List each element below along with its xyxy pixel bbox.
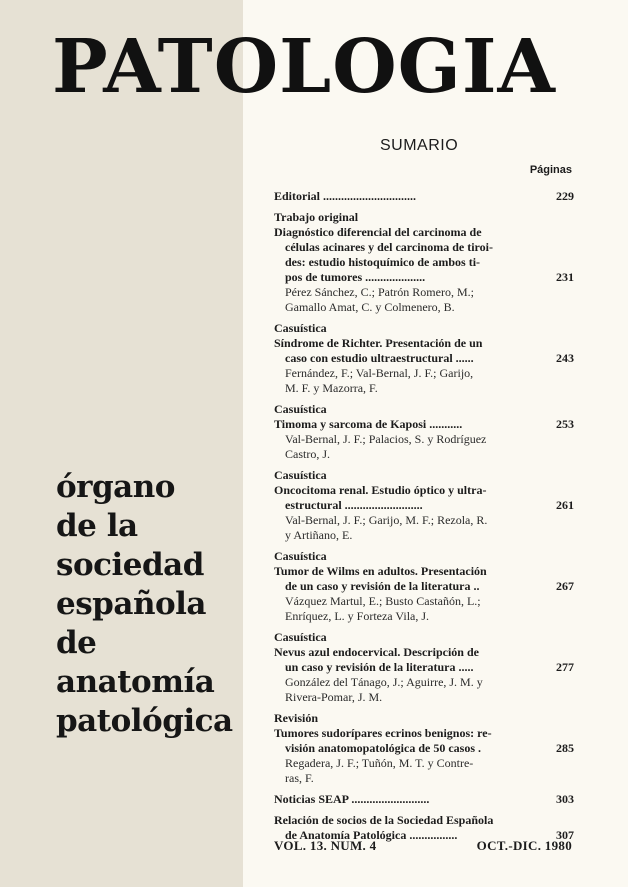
leader-dots: ........... <box>429 417 463 431</box>
entry-title-end: de un caso y revisión de la literatura <box>285 579 471 593</box>
entry-title-end: un caso y revisión de la literatura <box>285 660 456 674</box>
entry-title-end: Timoma y sarcoma de Kaposi <box>274 417 427 431</box>
page-number: 243 <box>556 351 574 365</box>
entry-title-line: des: estudio histoquímico de ambos ti- <box>285 255 481 269</box>
journal-title: PATOLOGIA <box>52 24 556 110</box>
entry-title-line <box>274 270 574 285</box>
organ-line: anatomía <box>56 664 215 700</box>
entry-title-line <box>274 351 574 366</box>
toc-entry <box>274 321 574 396</box>
toc-entry <box>274 468 574 543</box>
entry-authors: Vázquez Martul, E.; Busto Castañón, L.; <box>285 594 481 608</box>
entry-title-end: caso con estudio ultraestructural <box>285 351 453 365</box>
organ-line: de la <box>56 508 138 544</box>
entry-authors: M. F. y Mazorra, F. <box>285 381 378 395</box>
entry-authors: Regadera, J. F.; Tuñón, M. T. y Contre- <box>285 756 474 770</box>
leader-dots: .......................... <box>351 792 430 806</box>
entry-authors: ras, F. <box>285 771 314 785</box>
entry-title-line <box>274 792 574 807</box>
entry-title-line <box>274 498 574 513</box>
entry-authors: Val-Bernal, J. F.; Garijo, M. F.; Rezola, R. <box>285 513 488 527</box>
toc-entry-title <box>274 189 574 204</box>
page-number: 253 <box>556 417 574 431</box>
entry-title-end: pos de tumores <box>285 270 363 284</box>
page-number: 267 <box>556 579 574 593</box>
table-of-contents <box>274 189 574 849</box>
page-number: 307 <box>556 828 574 842</box>
entry-title: Editorial <box>274 189 321 203</box>
entry-title-line <box>274 417 574 432</box>
entry-title-line <box>274 579 574 594</box>
leader-dots: .................... <box>365 270 426 284</box>
entry-title-line: Oncocitoma renal. Estudio óptico y ultra- <box>274 483 487 497</box>
entry-authors: Gamallo Amat, C. y Colmenero, B. <box>285 300 455 314</box>
page-number: 303 <box>556 792 574 806</box>
toc-entry-noticias <box>274 792 574 807</box>
organ-line: sociedad <box>56 547 204 583</box>
leader-dots: .. <box>473 579 480 593</box>
pages-label: Páginas <box>529 164 572 176</box>
entry-category: Revisión <box>274 711 319 725</box>
page-number: 261 <box>556 498 574 512</box>
entry-authors: González del Tánago, J.; Aguirre, J. M. y <box>285 675 483 689</box>
entry-category: Casuística <box>274 549 327 563</box>
entry-title-end: de Anatomía Patológica <box>285 828 407 842</box>
leader-dots: .......................... <box>344 498 423 512</box>
entry-authors: Val-Bernal, J. F.; Palacios, S. y Rodríguez <box>285 432 487 446</box>
organ-statement <box>56 468 241 741</box>
toc-entry <box>274 210 574 315</box>
toc-entry <box>274 630 574 705</box>
toc-entry <box>274 402 574 462</box>
organ-line: española <box>56 586 207 622</box>
leader-dots: ................ <box>409 828 458 842</box>
page-number: 277 <box>556 660 574 674</box>
entry-title-line: Tumores sudorípares ecrinos benignos: re- <box>274 726 492 740</box>
entry-category: Casuística <box>274 402 327 416</box>
entry-category: Casuística <box>274 468 327 482</box>
entry-category: Casuística <box>274 630 327 644</box>
entry-category: Trabajo original <box>274 210 359 224</box>
entry-title-line: células acinares y del carcinoma de tiroi- <box>285 240 493 254</box>
issue-date: OCT.-DIC. 1980 <box>476 838 572 853</box>
entry-title-line: Relación de socios de la Sociedad Española <box>274 813 494 827</box>
entry-authors: Fernández, F.; Val-Bernal, J. F.; Garijo, <box>285 366 474 380</box>
entry-title-line: Tumor de Wilms en adultos. Presentación <box>274 564 487 578</box>
entry-title-line <box>274 660 574 675</box>
entry-authors: y Artiñano, E. <box>285 528 353 542</box>
entry-title-line <box>274 741 574 756</box>
entry-category: Casuística <box>274 321 327 335</box>
entry-title-line: Diagnóstico diferencial del carcinoma de <box>274 225 482 239</box>
organ-line: órgano <box>56 469 175 505</box>
entry-authors: Pérez Sánchez, C.; Patrón Romero, M.; <box>285 285 474 299</box>
entry-authors: Enríquez, L. y Forteza Vila, J. <box>285 609 430 623</box>
leader-dots: . <box>478 741 482 755</box>
entry-authors: Castro, J. <box>285 447 330 461</box>
toc-entry <box>274 711 574 786</box>
page-number: 229 <box>556 189 574 203</box>
sumario-heading: SUMARIO <box>380 137 459 154</box>
entry-title-line: Nevus azul endocervical. Descripción de <box>274 645 479 659</box>
organ-line: patológica <box>56 703 233 739</box>
volume-number: VOL. 13. NUM. 4 <box>274 838 377 853</box>
entry-title: Noticias SEAP <box>274 792 349 806</box>
toc-entry <box>274 549 574 624</box>
leader-dots: ............................... <box>323 189 417 203</box>
page-number: 231 <box>556 270 574 284</box>
leader-dots: ...... <box>455 351 474 365</box>
entry-title-end: estructural <box>285 498 342 512</box>
page-number: 285 <box>556 741 574 755</box>
entry-authors: Rivera-Pomar, J. M. <box>285 690 383 704</box>
entry-title-line: Síndrome de Richter. Presentación de un <box>274 336 483 350</box>
leader-dots: ..... <box>458 660 474 674</box>
left-color-band <box>0 0 243 887</box>
toc-entry-editorial <box>274 189 574 204</box>
entry-title-end: visión anatomopatológica de 50 casos <box>285 741 476 755</box>
organ-line: de <box>56 625 97 661</box>
